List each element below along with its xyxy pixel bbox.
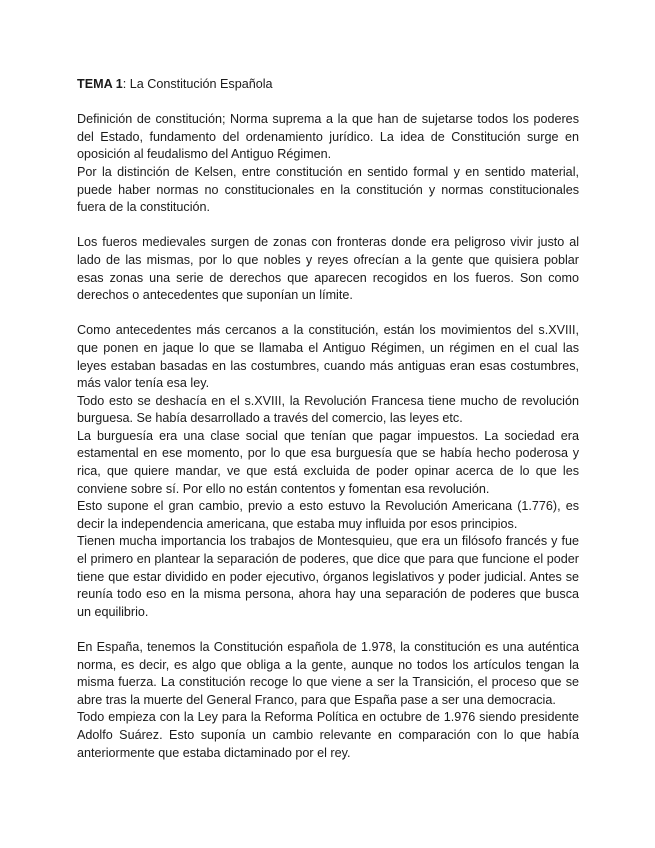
paragraph: Tienen mucha importancia los trabajos de Montesquieu, que era un filósofo francés y fue el primero en plantear la separación de poderes, que dice que para que funcione el poder tiene que estar dividido en poder ejecutivo, órganos legislativos y poder judicial. Antes se reunía todo eso en la misma persona, ahora hay una separación de poderes que busca un equilibrio. [77,534,579,619]
paragraph: Como antecedentes más cercanos a la constitución, están los movimientos del s.XVIII, que ponen en jaque lo que se llamaba el Antiguo Régimen, un régimen en el cual las leyes estaban basadas en las costumbres, cuando más antiguas eran esas costumbres, más valor tenía esa ley. [77,323,579,391]
section-definition [77,111,579,217]
paragraph: Definición de constitución; Norma suprema a la que han de sujetarse todos los poderes del Estado, fundamento del ordenamiento jurídico. La idea de Constitución surge en oposición al feudalismo del Antiguo Régimen. [77,112,579,162]
paragraph: Esto supone el gran cambio, previo a esto estuvo la Revolución Americana (1.776), es decir la independencia americana, que estaba muy influida por esos principios. [77,499,579,531]
title-rest: : La Constitución Española [122,77,273,91]
section-antecedentes [77,322,579,621]
document-title [77,76,579,94]
paragraph: En España, tenemos la Constitución española de 1.978, la constitución es una auténtica norma, es decir, es algo que obliga a la gente, aunque no todos los artículos tengan la misma fuerza. La constitución recoge lo que viene a ser la Transición, el proceso que se abre tras la muerte del General Franco, para que España pase a ser una democracia. [77,640,579,707]
title-bold: TEMA 1 [77,77,123,91]
paragraph: Los fueros medievales surgen de zonas con fronteras donde era peligroso vivir justo al lado de las mismas, por lo que nobles y reyes ofrecían a la gente que quisiera poblar esas zonas una serie de derechos que aparecen recogidos en los fueros. Son como derechos o antecedentes que suponían un límite. [77,235,579,303]
section-espana [77,639,579,762]
section-fueros [77,234,579,304]
paragraph: Por la distinción de Kelsen, entre constitución en sentido formal y en sentido material, puede haber normas no constitucionales en la constitución y normas constitucionales fuera de la constitución. [77,164,579,215]
paragraph: La burguesía era una clase social que tenían que pagar impuestos. La sociedad era estamental en ese momento, por lo que esa burguesía que se había hecho poderosa y rica, que quiere mandar, ve que está excluida de poder opinar acerca de lo que les conviene sobre sí. Por ello no están contentos y fomentan esa revolución. [77,428,579,496]
paragraph: Todo empieza con la Ley para la Reforma Política en octubre de 1.976 siendo presidente Adolfo Suárez. Esto suponía un cambio relevante en comparación con lo que había anteriormente que estaba dictaminado por el rey. [77,710,579,760]
paragraph: Todo esto se deshacía en el s.XVIII, la Revolución Francesa tiene mucho de revolución burguesa. Se había desarrollado a través del comercio, las leyes etc. [77,393,579,426]
document-page [77,76,579,780]
